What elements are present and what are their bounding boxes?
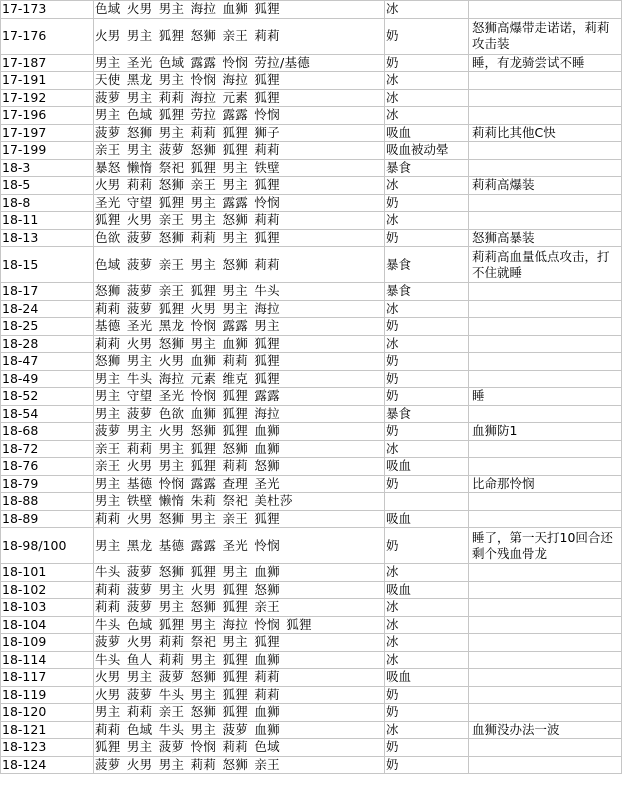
cell-note[interactable] [469, 669, 622, 687]
cell-id[interactable]: 17-187 [1, 54, 94, 72]
table-row [1, 599, 622, 617]
cell-id[interactable]: 18-54 [1, 405, 94, 423]
cell-type[interactable]: 冰 [385, 300, 469, 318]
table-row [1, 669, 622, 687]
cell-type[interactable]: 冰 [385, 107, 469, 125]
table-row [1, 1, 622, 19]
cell-id[interactable]: 18-13 [1, 229, 94, 247]
cell-id[interactable]: 18-24 [1, 300, 94, 318]
cell-note[interactable] [469, 283, 622, 301]
cell-team[interactable]: 菠萝 男主 火男 怒狮 狐狸 血狮 [94, 423, 385, 441]
cell-type[interactable]: 奶 [385, 528, 469, 564]
cell-team[interactable]: 男主 莉莉 亲王 怒狮 狐狸 血狮 [94, 704, 385, 722]
table-row [1, 335, 622, 353]
table-row [1, 89, 622, 107]
cell-team[interactable]: 亲王 莉莉 男主 狐狸 怒狮 血狮 [94, 440, 385, 458]
table-row [1, 388, 622, 406]
cell-id[interactable]: 18-76 [1, 458, 94, 476]
cell-type[interactable]: 奶 [385, 318, 469, 336]
cell-team[interactable]: 色欲 菠萝 怒狮 莉莉 男主 狐狸 [94, 229, 385, 247]
cell-id[interactable]: 18-79 [1, 475, 94, 493]
cell-note[interactable]: 睡，有龙骑尝试不睡 [469, 54, 622, 72]
cell-team[interactable]: 火男 莉莉 怒狮 亲王 男主 狐狸 [94, 177, 385, 195]
cell-note[interactable] [469, 564, 622, 582]
cell-type[interactable]: 冰 [385, 616, 469, 634]
cell-type[interactable]: 吸血 [385, 669, 469, 687]
table-row [1, 756, 622, 774]
cell-id[interactable]: 18-101 [1, 564, 94, 582]
cell-team[interactable]: 火男 男主 狐狸 怒狮 亲王 莉莉 [94, 18, 385, 54]
cell-team[interactable]: 亲王 火男 男主 狐狸 莉莉 怒狮 [94, 458, 385, 476]
cell-team[interactable]: 暴怒 懒惰 祭祀 狐狸 男主 铁壁 [94, 159, 385, 177]
cell-type[interactable]: 冰 [385, 177, 469, 195]
cell-type[interactable]: 吸血被动晕 [385, 142, 469, 160]
cell-note[interactable]: 比命那怜悯 [469, 475, 622, 493]
cell-team[interactable]: 牛头 鱼人 莉莉 男主 狐狸 血狮 [94, 651, 385, 669]
cell-team[interactable]: 怒狮 男主 火男 血狮 莉莉 狐狸 [94, 353, 385, 371]
cell-type[interactable]: 吸血 [385, 510, 469, 528]
cell-note[interactable] [469, 616, 622, 634]
table-row [1, 704, 622, 722]
table-row [1, 142, 622, 160]
cell-id[interactable]: 18-47 [1, 353, 94, 371]
cell-note[interactable]: 睡 [469, 388, 622, 406]
cell-type[interactable] [385, 493, 469, 511]
table-row [1, 300, 622, 318]
cell-type[interactable]: 奶 [385, 18, 469, 54]
table-row [1, 353, 622, 371]
cell-team[interactable]: 色域 菠萝 亲王 男主 怒狮 莉莉 [94, 247, 385, 283]
table-row [1, 493, 622, 511]
cell-note[interactable] [469, 704, 622, 722]
cell-team[interactable]: 狐狸 火男 亲王 男主 怒狮 莉莉 [94, 212, 385, 230]
cell-team[interactable]: 亲王 男主 菠萝 怒狮 狐狸 莉莉 [94, 142, 385, 160]
cell-team[interactable]: 火男 菠萝 牛头 男主 狐狸 莉莉 [94, 686, 385, 704]
cell-id[interactable]: 18-15 [1, 247, 94, 283]
cell-team[interactable]: 圣光 守望 狐狸 男主 露露 怜悯 [94, 194, 385, 212]
cell-note[interactable] [469, 686, 622, 704]
cell-id[interactable]: 18-121 [1, 721, 94, 739]
cell-id[interactable]: 17-196 [1, 107, 94, 125]
cell-id[interactable]: 18-88 [1, 493, 94, 511]
spreadsheet-body [1, 1, 622, 774]
cell-id[interactable]: 18-89 [1, 510, 94, 528]
cell-type[interactable]: 奶 [385, 54, 469, 72]
cell-team[interactable]: 莉莉 菠萝 狐狸 火男 男主 海拉 [94, 300, 385, 318]
table-row [1, 581, 622, 599]
table-row [1, 475, 622, 493]
cell-type[interactable]: 冰 [385, 651, 469, 669]
cell-team[interactable]: 菠萝 怒狮 男主 莉莉 狐狸 狮子 [94, 124, 385, 142]
table-row [1, 212, 622, 230]
cell-id[interactable]: 17-173 [1, 1, 94, 19]
cell-type[interactable]: 奶 [385, 686, 469, 704]
table-row [1, 564, 622, 582]
cell-team[interactable]: 基德 圣光 黑龙 怜悯 露露 男主 [94, 318, 385, 336]
cell-note[interactable] [469, 634, 622, 652]
cell-note[interactable] [469, 458, 622, 476]
table-row [1, 194, 622, 212]
cell-id[interactable]: 17-191 [1, 72, 94, 90]
cell-id[interactable]: 18-109 [1, 634, 94, 652]
table-row [1, 370, 622, 388]
cell-note[interactable]: 怒狮高暴装 [469, 229, 622, 247]
cell-id[interactable]: 18-28 [1, 335, 94, 353]
cell-team[interactable]: 天使 黑龙 男主 怜悯 海拉 狐狸 [94, 72, 385, 90]
cell-type[interactable]: 冰 [385, 335, 469, 353]
cell-type[interactable]: 冰 [385, 721, 469, 739]
cell-id[interactable]: 18-17 [1, 283, 94, 301]
cell-note[interactable] [469, 194, 622, 212]
cell-id[interactable]: 18-120 [1, 704, 94, 722]
table-row [1, 283, 622, 301]
table-row [1, 739, 622, 757]
table-row [1, 440, 622, 458]
table-row [1, 686, 622, 704]
table-row [1, 528, 622, 564]
cell-team[interactable]: 莉莉 火男 怒狮 男主 血狮 狐狸 [94, 335, 385, 353]
cell-type[interactable]: 暴食 [385, 283, 469, 301]
cell-note[interactable] [469, 510, 622, 528]
cell-id[interactable]: 17-199 [1, 142, 94, 160]
cell-type[interactable]: 吸血 [385, 124, 469, 142]
cell-note[interactable]: 怒狮高爆带走诺诺，莉莉攻击装 [469, 18, 622, 54]
cell-team[interactable]: 男主 守望 圣光 怜悯 狐狸 露露 [94, 388, 385, 406]
cell-id[interactable]: 18-3 [1, 159, 94, 177]
cell-id[interactable]: 17-197 [1, 124, 94, 142]
cell-id[interactable]: 18-11 [1, 212, 94, 230]
cell-type[interactable]: 奶 [385, 229, 469, 247]
cell-id[interactable]: 18-102 [1, 581, 94, 599]
cell-type[interactable]: 冰 [385, 72, 469, 90]
cell-team[interactable]: 菠萝 男主 莉莉 海拉 元素 狐狸 [94, 89, 385, 107]
cell-note[interactable]: 睡了，第一天打10回合还剩个残血骨龙 [469, 528, 622, 564]
table-row [1, 721, 622, 739]
cell-type[interactable]: 奶 [385, 475, 469, 493]
cell-type[interactable]: 冰 [385, 634, 469, 652]
cell-note[interactable]: 莉莉比其他C快 [469, 124, 622, 142]
cell-id[interactable]: 18-72 [1, 440, 94, 458]
cell-note[interactable] [469, 599, 622, 617]
table-row [1, 510, 622, 528]
cell-type[interactable]: 冰 [385, 564, 469, 582]
cell-type[interactable]: 冰 [385, 1, 469, 19]
cell-note[interactable] [469, 335, 622, 353]
table-row [1, 72, 622, 90]
table-row [1, 458, 622, 476]
table-row [1, 107, 622, 125]
cell-team[interactable]: 男主 基德 怜悯 露露 查理 圣光 [94, 475, 385, 493]
cell-type[interactable]: 奶 [385, 756, 469, 774]
cell-type[interactable]: 冰 [385, 599, 469, 617]
cell-note[interactable] [469, 72, 622, 90]
cell-note[interactable] [469, 212, 622, 230]
table-row [1, 124, 622, 142]
cell-note[interactable] [469, 370, 622, 388]
table-row [1, 405, 622, 423]
cell-note[interactable] [469, 142, 622, 160]
cell-note[interactable]: 血狮防1 [469, 423, 622, 441]
cell-note[interactable] [469, 89, 622, 107]
table-row [1, 18, 622, 54]
cell-type[interactable]: 奶 [385, 353, 469, 371]
cell-type[interactable]: 吸血 [385, 581, 469, 599]
cell-id[interactable]: 18-124 [1, 756, 94, 774]
cell-note[interactable]: 莉莉高血量低点攻击，打不住就睡 [469, 247, 622, 283]
cell-id[interactable]: 18-68 [1, 423, 94, 441]
cell-id[interactable]: 18-117 [1, 669, 94, 687]
cell-team[interactable]: 怒狮 菠萝 亲王 狐狸 男主 牛头 [94, 283, 385, 301]
cell-team[interactable]: 男主 黑龙 基德 露露 圣光 怜悯 [94, 528, 385, 564]
cell-note[interactable] [469, 1, 622, 19]
cell-team[interactable]: 火男 男主 菠萝 怒狮 狐狸 莉莉 [94, 669, 385, 687]
cell-team[interactable]: 男主 菠萝 色欲 血狮 狐狸 海拉 [94, 405, 385, 423]
table-row [1, 247, 622, 283]
cell-note[interactable] [469, 159, 622, 177]
cell-type[interactable]: 奶 [385, 194, 469, 212]
cell-team[interactable]: 莉莉 菠萝 男主 怒狮 狐狸 亲王 [94, 599, 385, 617]
table-row [1, 423, 622, 441]
cell-team[interactable]: 狐狸 男主 菠萝 怜悯 莉莉 色域 [94, 739, 385, 757]
cell-type[interactable]: 奶 [385, 704, 469, 722]
cell-type[interactable]: 奶 [385, 739, 469, 757]
cell-id[interactable]: 18-8 [1, 194, 94, 212]
cell-type[interactable]: 奶 [385, 423, 469, 441]
cell-team[interactable]: 男主 铁壁 懒惰 朱莉 祭祀 美杜莎 [94, 493, 385, 511]
cell-id[interactable]: 18-104 [1, 616, 94, 634]
cell-team[interactable]: 牛头 菠萝 怒狮 狐狸 男主 血狮 [94, 564, 385, 582]
cell-id[interactable]: 18-52 [1, 388, 94, 406]
cell-type[interactable]: 冰 [385, 440, 469, 458]
cell-note[interactable] [469, 739, 622, 757]
cell-type[interactable]: 奶 [385, 370, 469, 388]
cell-note[interactable] [469, 318, 622, 336]
cell-id[interactable]: 18-5 [1, 177, 94, 195]
cell-id[interactable]: 18-98/100 [1, 528, 94, 564]
cell-note[interactable] [469, 353, 622, 371]
cell-id[interactable]: 18-103 [1, 599, 94, 617]
table-row [1, 616, 622, 634]
cell-id[interactable]: 18-119 [1, 686, 94, 704]
cell-type[interactable]: 冰 [385, 212, 469, 230]
cell-team[interactable]: 菠萝 火男 莉莉 祭祀 男主 狐狸 [94, 634, 385, 652]
cell-id[interactable]: 18-25 [1, 318, 94, 336]
cell-type[interactable]: 吸血 [385, 458, 469, 476]
table-row [1, 318, 622, 336]
table-row [1, 177, 622, 195]
cell-team[interactable]: 牛头 色域 狐狸 男主 海拉 怜悯 狐狸 [94, 616, 385, 634]
cell-note[interactable]: 莉莉高爆装 [469, 177, 622, 195]
cell-id[interactable]: 17-176 [1, 18, 94, 54]
cell-type[interactable]: 暴食 [385, 159, 469, 177]
cell-note[interactable] [469, 300, 622, 318]
cell-type[interactable]: 暴食 [385, 405, 469, 423]
cell-note[interactable] [469, 493, 622, 511]
cell-id[interactable]: 17-192 [1, 89, 94, 107]
cell-note[interactable] [469, 756, 622, 774]
cell-team[interactable]: 男主 圣光 色域 露露 怜悯 劳拉/基德 [94, 54, 385, 72]
table-row [1, 634, 622, 652]
cell-id[interactable]: 18-114 [1, 651, 94, 669]
cell-type[interactable]: 奶 [385, 388, 469, 406]
cell-type[interactable]: 冰 [385, 89, 469, 107]
cell-id[interactable]: 18-123 [1, 739, 94, 757]
cell-team[interactable]: 菠萝 火男 男主 莉莉 怒狮 亲王 [94, 756, 385, 774]
cell-note[interactable] [469, 581, 622, 599]
cell-team[interactable]: 男主 牛头 海拉 元素 维克 狐狸 [94, 370, 385, 388]
cell-note[interactable] [469, 107, 622, 125]
table-row [1, 651, 622, 669]
table-row [1, 229, 622, 247]
cell-team[interactable]: 莉莉 火男 怒狮 男主 亲王 狐狸 [94, 510, 385, 528]
table-row [1, 159, 622, 177]
cell-note[interactable] [469, 405, 622, 423]
table-row [1, 54, 622, 72]
cell-team[interactable]: 男主 色域 狐狸 劳拉 露露 怜悯 [94, 107, 385, 125]
cell-team[interactable]: 莉莉 色域 牛头 男主 菠萝 血狮 [94, 721, 385, 739]
cell-team[interactable]: 莉莉 菠萝 男主 火男 狐狸 怒狮 [94, 581, 385, 599]
cell-team[interactable]: 色域 火男 男主 海拉 血狮 狐狸 [94, 1, 385, 19]
cell-note[interactable]: 血狮没办法一波 [469, 721, 622, 739]
cell-note[interactable] [469, 651, 622, 669]
cell-type[interactable]: 暴食 [385, 247, 469, 283]
cell-note[interactable] [469, 440, 622, 458]
cell-id[interactable]: 18-49 [1, 370, 94, 388]
